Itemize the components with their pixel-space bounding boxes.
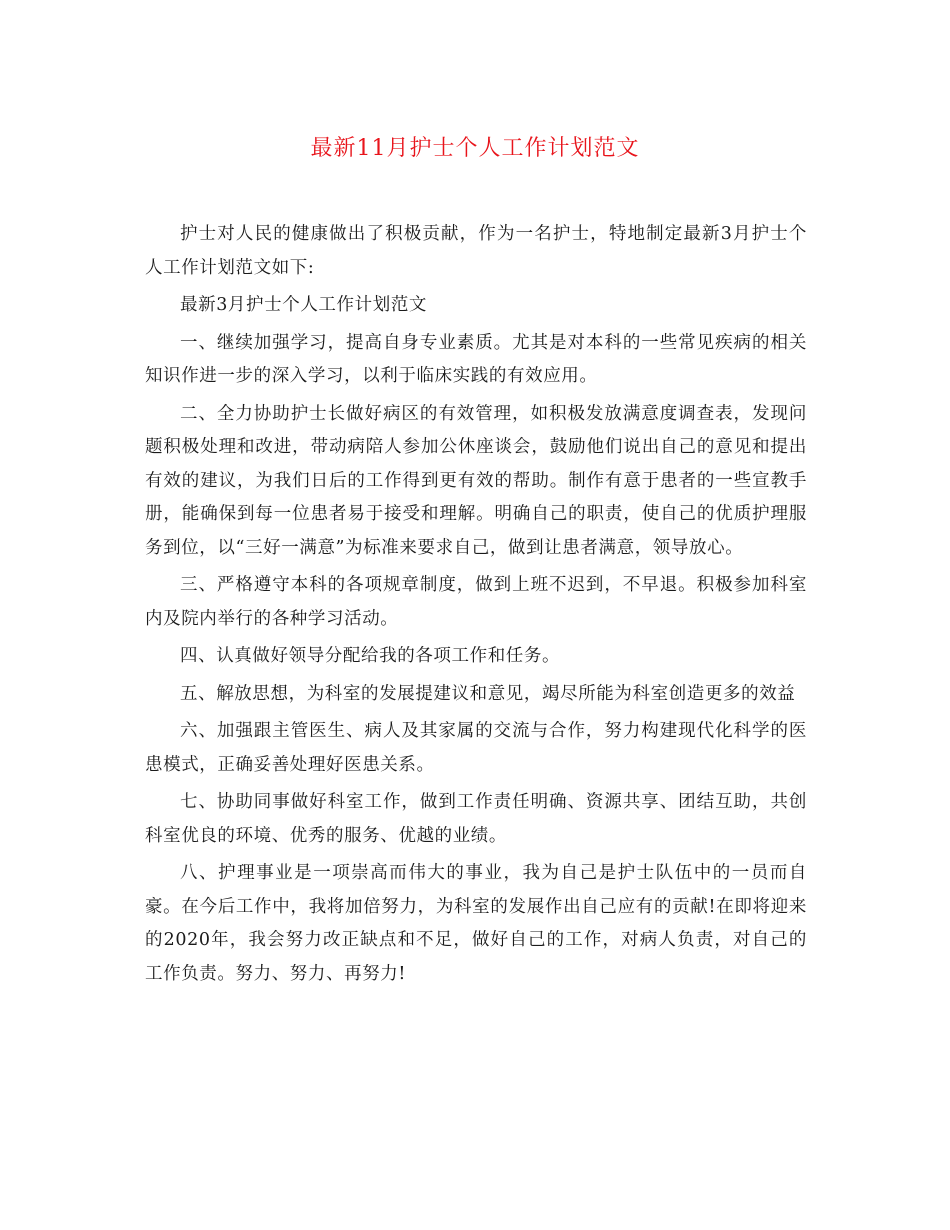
document-body	[145, 218, 807, 995]
paragraph-item-2: 二、全力协助护士长做好病区的有效管理，如积极发放满意度调查表，发现问题积极处理和改进，带动病陪人参加公休座谈会，鼓励他们说出自己的意见和提出有效的建议，为我们日后的工作得到更有效的帮助。制作有意于患者的一些宣教手册，能确保到每一位患者易于接受和理解。明确自己的职责，使自己的优质护理服务到位，以“三好一满意”为标准来要求自己，做到让患者满意，领导放心。	[145, 403, 807, 558]
document-title: 最新11月护士个人工作计划范文	[310, 136, 640, 161]
paragraph-item-7: 七、协助同事做好科室工作，做到工作责任明确、资源共享、团结互助，共创科室优良的环境、优秀的服务、优越的业绩。	[145, 792, 807, 846]
paragraph-item-5: 五、解放思想，为科室的发展提建议和意见，竭尽所能为科室创造更多的效益	[180, 683, 796, 704]
paragraph-item-1: 一、继续加强学习，提高自身专业素质。尤其是对本科的一些常见疾病的相关知识作进一步的深入学习，以利于临床实践的有效应用。	[145, 332, 807, 386]
paragraph-item-8: 八、护理事业是一项崇高而伟大的事业，我为自己是护士队伍中的一员而自豪。在今后工作中，我将加倍努力，为科室的发展作出自己应有的贡献!在即将迎来的2020年，我会努力改正缺点和不足，做好自己的工作，对病人负责，对自己的工作负责。努力、努力、再努力!	[145, 863, 807, 984]
paragraph-item-3: 三、严格遵守本科的各项规章制度，做到上班不迟到，不早退。积极参加科室内及院内举行的各种学习活动。	[145, 575, 807, 629]
paragraph-item-6: 六、加强跟主管医生、病人及其家属的交流与合作，努力构建现代化科学的医患模式，正确妥善处理好医患关系。	[145, 721, 807, 775]
paragraph-subtitle: 最新3月护士个人工作计划范文	[180, 295, 428, 315]
paragraph-item-4: 四、认真做好领导分配给我的各项工作和任务。	[180, 646, 561, 666]
paragraph-intro: 护士对人民的健康做出了积极贡献，作为一名护士，特地制定最新3月护士个人工作计划范文如下:	[145, 224, 807, 278]
